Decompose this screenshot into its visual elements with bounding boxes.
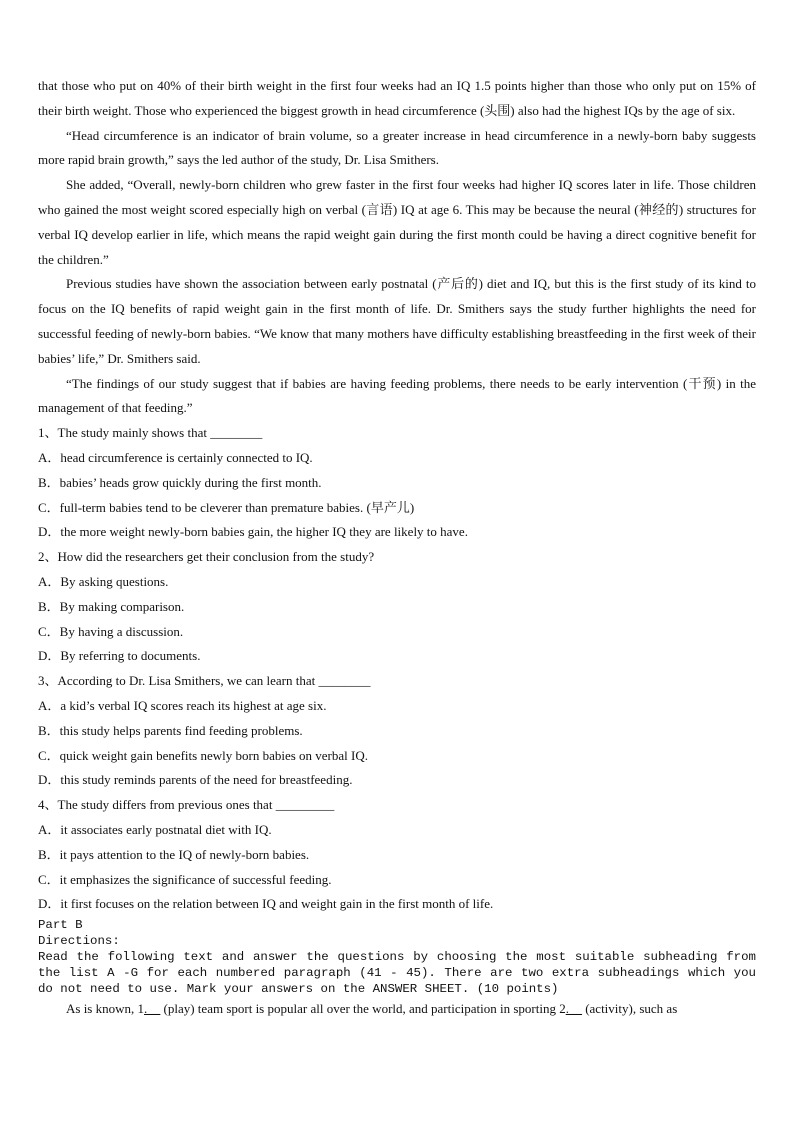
option-d: D．By referring to documents. — [38, 648, 201, 664]
question-2 — [38, 545, 756, 669]
option-a: A．it associates early postnatal diet with IQ. — [38, 821, 272, 837]
directions-label: Directions: — [38, 934, 120, 949]
question-stem: 2、How did the researchers get their conclusion from the study? — [38, 549, 375, 565]
question-1 — [38, 421, 756, 545]
option-a: A．head circumference is certainly connected to IQ. — [38, 449, 313, 465]
passage-paragraph-3: She added, “Overall, newly-born children who grew faster in the first four weeks had higher IQ scores later in life. Those children who gained the most weight scored especially high on verbal (言语) IQ at age 6. This may be because the neural (神经的) structures for verbal IQ develop earlier in life, which means the rapid weight gain during the first month could be having a direct cognitive benefit for the children.” — [38, 177, 756, 267]
part-b-passage-line — [38, 997, 756, 1022]
blank-2: .__ — [565, 1001, 582, 1017]
option-c: C．quick weight gain benefits newly born babies on verbal IQ. — [38, 747, 368, 763]
option-a: A．By asking questions. — [38, 573, 169, 589]
option-c: C．full-term babies tend to be cleverer than premature babies. (早产儿) — [38, 499, 415, 515]
part-b-title: Part B — [38, 918, 83, 933]
option-a: A．a kid’s verbal IQ scores reach its highest at age six. — [38, 697, 327, 713]
question-3 — [38, 669, 756, 793]
option-d: D．the more weight newly-born babies gain, the higher IQ they are likely to have. — [38, 524, 468, 540]
option-d: D．it first focuses on the relation between IQ and weight gain in the first month of life. — [38, 896, 494, 912]
part-b-section — [38, 917, 756, 997]
blank-1: .__ — [144, 1001, 161, 1017]
directions-text: Read the following text and answer the questions by choosing the most suitable subheading from the list A -G for each numbered paragraph (41 - 45). There are two extra subheadings which you do not need to use. Mark your answers on the ANSWER SHEET. (10 points) — [38, 950, 756, 997]
passage-paragraph-5: “The findings of our study suggest that if babies are having feeding problems, there needs to be early intervention (干预) in the management of that feeding.” — [38, 375, 756, 416]
option-b: B．it pays attention to the IQ of newly-born babies. — [38, 846, 310, 862]
option-c: C．it emphasizes the significance of successful feeding. — [38, 871, 332, 887]
option-d: D．this study reminds parents of the need for breastfeeding. — [38, 772, 353, 788]
passage-text: (activity), such as — [581, 1001, 678, 1017]
passage-paragraph-4: Previous studies have shown the association between early postnatal (产后的) diet and IQ, but this is the first study of its kind to focus on the IQ benefits of rapid weight gain in the first month of life. Dr. Smithers says the study further highlights the need for successful feeding of newly-born babies. “We know that many mothers have difficulty establishing breastfeeding in the first week of their babies’ life,” Dr. Smithers said. — [38, 276, 756, 366]
passage-paragraph-2: “Head circumference is an indicator of brain volume, so a greater increase in head circumference in a newly-born baby suggests more rapid brain growth,” says the led author of the study, Dr. Lisa Smithers. — [38, 127, 756, 168]
question-stem: 3、According to Dr. Lisa Smithers, we can learn that ________ — [38, 673, 371, 689]
option-b: B．By making comparison. — [38, 598, 185, 614]
passage-paragraph-1: that those who put on 40% of their birth weight in the first four weeks had an IQ 1.5 points higher than those who only put on 15% of their birth weight. Those who experienced the biggest growth in head circumference (头围) also had the highest IQs by the age of six. — [38, 78, 756, 118]
option-b: B．babies’ heads grow quickly during the first month. — [38, 474, 322, 490]
question-4 — [38, 793, 756, 917]
option-b: B．this study helps parents find feeding problems. — [38, 722, 303, 738]
question-stem: 1、The study mainly shows that ________ — [38, 425, 263, 441]
passage-text: (play) team sport is popular all over the world, and participation in sporting 2 — [160, 1001, 566, 1017]
passage-text: As is known, 1 — [66, 1001, 145, 1017]
question-stem: 4、The study differs from previous ones that _________ — [38, 797, 335, 813]
option-c: C．By having a discussion. — [38, 623, 184, 639]
